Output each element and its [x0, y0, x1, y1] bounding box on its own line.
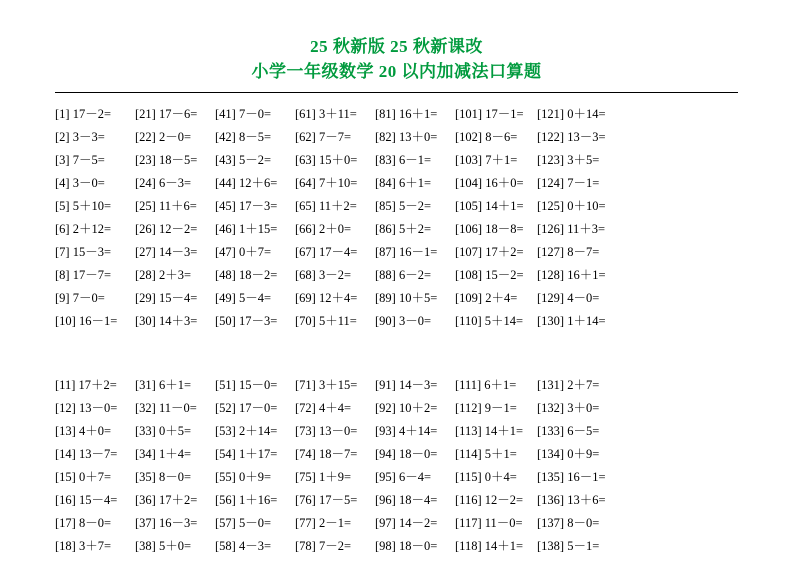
- worksheet-title: [0, 0, 793, 84]
- problem-item: [30] 14＋3=: [135, 314, 198, 328]
- problem-item: [51] 15－0=: [215, 378, 278, 392]
- title-line-2: 小学一年级数学 20 以内加减法口算题: [251, 62, 542, 81]
- problem-item: [132] 3＋0=: [537, 401, 600, 415]
- problem-item: [91] 14－3=: [375, 378, 438, 392]
- problem-item: [56] 1＋16=: [215, 493, 278, 507]
- problem-item: [55] 0＋9=: [215, 470, 271, 484]
- problem-item: [115] 0＋4=: [455, 470, 517, 484]
- title-line-1: 25 秋新版 25 秋新课改: [310, 37, 483, 56]
- problem-item: [23] 18－5=: [135, 153, 198, 167]
- problem-item: [67] 17－4=: [295, 245, 358, 259]
- problem-item: [114] 5＋1=: [455, 447, 517, 461]
- problem-item: [32] 11－0=: [135, 401, 197, 415]
- problem-item: [46] 1＋15=: [215, 222, 278, 236]
- problem-item: [57] 5－0=: [215, 516, 271, 530]
- problem-item: [44] 12＋6=: [215, 176, 278, 190]
- problem-item: [84] 6＋1=: [375, 176, 431, 190]
- problem-item: [74] 18－7=: [295, 447, 358, 461]
- problem-item: [29] 15－4=: [135, 291, 198, 305]
- problem-item: [16] 15－4=: [55, 493, 118, 507]
- problem-item: [24] 6－3=: [135, 176, 191, 190]
- problem-item: [36] 17＋2=: [135, 493, 198, 507]
- problem-item: [50] 17－3=: [215, 314, 278, 328]
- problem-item: [108] 15－2=: [455, 268, 524, 282]
- problem-item: [21] 17－6=: [135, 107, 198, 121]
- problem-item: [64] 7＋10=: [295, 176, 358, 190]
- problem-item: [102] 8－6=: [455, 130, 518, 144]
- problem-item: [8] 17－7=: [55, 268, 111, 282]
- problem-item: [81] 16＋1=: [375, 107, 438, 121]
- problem-item: [70] 5＋11=: [295, 314, 357, 328]
- problem-item: [66] 2＋0=: [295, 222, 351, 236]
- problem-item: [9] 7－0=: [55, 291, 105, 305]
- problem-item: [128] 16＋1=: [537, 268, 606, 282]
- problem-column: [537, 103, 619, 333]
- problem-item: [117] 11－0=: [455, 516, 523, 530]
- problem-item: [18] 3＋7=: [55, 539, 111, 553]
- problem-item: [130] 1＋14=: [537, 314, 606, 328]
- problem-item: [125] 0＋10=: [537, 199, 606, 213]
- problem-item: [93] 4＋14=: [375, 424, 438, 438]
- problem-item: [1] 17－2=: [55, 107, 111, 121]
- problem-item: [134] 0＋9=: [537, 447, 600, 461]
- problem-item: [49] 5－4=: [215, 291, 271, 305]
- problem-item: [11] 17＋2=: [55, 378, 117, 392]
- problem-item: [129] 4－0=: [537, 291, 600, 305]
- problem-item: [118] 14＋1=: [455, 539, 524, 553]
- problem-item: [127] 8－7=: [537, 245, 600, 259]
- problem-item: [92] 10＋2=: [375, 401, 438, 415]
- problem-item: [135] 16－1=: [537, 470, 606, 484]
- problem-item: [111] 6＋1=: [455, 378, 517, 392]
- problem-item: [45] 17－3=: [215, 199, 278, 213]
- problem-column: [135, 103, 215, 333]
- problem-item: [107] 17＋2=: [455, 245, 524, 259]
- problem-item: [85] 5－2=: [375, 199, 431, 213]
- problem-column: [295, 374, 375, 558]
- problem-item: [10] 16－1=: [55, 314, 118, 328]
- problem-item: [5] 5＋10=: [55, 199, 111, 213]
- problem-item: [94] 18－0=: [375, 447, 438, 461]
- problem-item: [89] 10＋5=: [375, 291, 438, 305]
- problem-item: [82] 13＋0=: [375, 130, 438, 144]
- problem-column: [455, 374, 537, 558]
- problem-item: [101] 17－1=: [455, 107, 524, 121]
- problem-item: [62] 7－7=: [295, 130, 351, 144]
- problem-item: [31] 6＋1=: [135, 378, 191, 392]
- problem-item: [33] 0＋5=: [135, 424, 191, 438]
- problem-item: [52] 17－0=: [215, 401, 278, 415]
- problem-item: [90] 3－0=: [375, 314, 431, 328]
- problem-item: [14] 13－7=: [55, 447, 118, 461]
- problem-item: [72] 4＋4=: [295, 401, 351, 415]
- problem-item: [138] 5－1=: [537, 539, 600, 553]
- problem-item: [104] 16＋0=: [455, 176, 524, 190]
- problem-item: [37] 16－3=: [135, 516, 198, 530]
- problem-item: [53] 2＋14=: [215, 424, 278, 438]
- problem-item: [65] 11＋2=: [295, 199, 357, 213]
- problem-item: [126] 11＋3=: [537, 222, 606, 236]
- problem-item: [7] 15－3=: [55, 245, 111, 259]
- problem-item: [133] 6－5=: [537, 424, 600, 438]
- problem-column: [455, 103, 537, 333]
- problem-item: [88] 6－2=: [375, 268, 431, 282]
- problem-item: [71] 3＋15=: [295, 378, 358, 392]
- problem-item: [13] 4＋0=: [55, 424, 111, 438]
- problem-item: [28] 2＋3=: [135, 268, 191, 282]
- problem-item: [3] 7－5=: [55, 153, 105, 167]
- problem-column: [375, 103, 455, 333]
- problem-item: [2] 3－3=: [55, 130, 105, 144]
- problem-block-1: [55, 93, 738, 333]
- problem-column: [55, 103, 135, 333]
- problem-item: [34] 1＋4=: [135, 447, 191, 461]
- problem-item: [86] 5＋2=: [375, 222, 431, 236]
- problem-item: [124] 7－1=: [537, 176, 600, 190]
- problem-column: [215, 103, 295, 333]
- problem-item: [98] 18－0=: [375, 539, 438, 553]
- problem-column: [135, 374, 215, 558]
- problem-column: [215, 374, 295, 558]
- problem-item: [22] 2－0=: [135, 130, 191, 144]
- problem-item: [6] 2＋12=: [55, 222, 111, 236]
- problem-item: [27] 14－3=: [135, 245, 198, 259]
- problem-column: [295, 103, 375, 333]
- problem-item: [137] 8－0=: [537, 516, 600, 530]
- problem-item: [113] 14＋1=: [455, 424, 524, 438]
- problem-item: [58] 4－3=: [215, 539, 271, 553]
- problem-item: [122] 13－3=: [537, 130, 606, 144]
- problem-item: [109] 2＋4=: [455, 291, 518, 305]
- problem-item: [41] 7－0=: [215, 107, 271, 121]
- problem-item: [110] 5＋14=: [455, 314, 524, 328]
- problem-item: [112] 9－1=: [455, 401, 517, 415]
- problem-item: [47] 0＋7=: [215, 245, 271, 259]
- problem-item: [87] 16－1=: [375, 245, 438, 259]
- problem-item: [83] 6－1=: [375, 153, 431, 167]
- problem-item: [35] 8－0=: [135, 470, 191, 484]
- problem-item: [131] 2＋7=: [537, 378, 600, 392]
- problem-item: [96] 18－4=: [375, 493, 438, 507]
- problem-item: [17] 8－0=: [55, 516, 111, 530]
- problem-column: [537, 374, 619, 558]
- problem-item: [54] 1＋17=: [215, 447, 278, 461]
- problem-item: [68] 3－2=: [295, 268, 351, 282]
- problem-item: [38] 5＋0=: [135, 539, 191, 553]
- problem-item: [106] 18－8=: [455, 222, 524, 236]
- problem-item: [48] 18－2=: [215, 268, 278, 282]
- problem-item: [61] 3＋11=: [295, 107, 357, 121]
- problem-item: [105] 14＋1=: [455, 199, 524, 213]
- problem-item: [123] 3＋5=: [537, 153, 600, 167]
- problem-item: [12] 13－0=: [55, 401, 118, 415]
- problem-item: [77] 2－1=: [295, 516, 351, 530]
- problem-column: [375, 374, 455, 558]
- problem-item: [63] 15＋0=: [295, 153, 358, 167]
- problem-item: [116] 12－2=: [455, 493, 524, 507]
- problem-item: [73] 13－0=: [295, 424, 358, 438]
- problem-item: [15] 0＋7=: [55, 470, 111, 484]
- problem-item: [136] 13＋6=: [537, 493, 606, 507]
- problem-item: [78] 7－2=: [295, 539, 351, 553]
- problem-item: [103] 7＋1=: [455, 153, 518, 167]
- problem-item: [121] 0＋14=: [537, 107, 606, 121]
- problem-item: [97] 14－2=: [375, 516, 438, 530]
- problem-item: [43] 5－2=: [215, 153, 271, 167]
- problem-item: [76] 17－5=: [295, 493, 358, 507]
- problem-item: [95] 6－4=: [375, 470, 431, 484]
- problem-item: [75] 1＋9=: [295, 470, 351, 484]
- problem-column: [55, 374, 135, 558]
- problem-item: [25] 11＋6=: [135, 199, 197, 213]
- problem-item: [4] 3－0=: [55, 176, 105, 190]
- problem-item: [26] 12－2=: [135, 222, 198, 236]
- problem-item: [42] 8－5=: [215, 130, 271, 144]
- problem-item: [69] 12＋4=: [295, 291, 358, 305]
- problem-block-2: [55, 333, 738, 558]
